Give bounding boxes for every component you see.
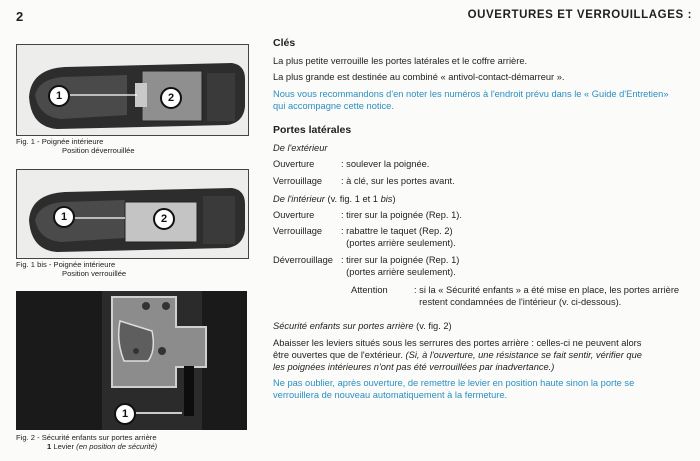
attention-line: restent condamnées de l'intérieur (v. ci-dessous). [419, 297, 622, 308]
paragraph [273, 349, 693, 361]
attention-line: : si la « Sécurité enfants » a été mise en place, les portes arrière [414, 285, 680, 296]
subsection-title: De l'intérieur [273, 193, 325, 204]
blue-note: qui accompagne cette notice. [273, 100, 394, 111]
figure-1bis-photo [16, 169, 249, 259]
caption-line: Position verrouillée [62, 269, 127, 278]
marker-1: 1 [48, 85, 70, 107]
subsection-interieur [273, 193, 693, 205]
row-label: Verrouillage [273, 226, 323, 237]
subsection-ref: (v. fig. 2) [416, 321, 452, 332]
paragraph: La plus petite verrouille les portes latérales et le coffre arrière. [273, 56, 528, 67]
paragraph: La plus grande est destinée au combiné « antivol-contact-démarreur ». [273, 72, 565, 83]
marker-2: 2 [160, 87, 182, 109]
caption-italic: (en position de sécurité) [76, 442, 158, 451]
row-label: Déverrouillage [273, 254, 333, 265]
row-value-line: : tirer sur la poignée (Rep. 1) [341, 254, 460, 265]
paragraph-italic: (Si, à l'ouverture, une résistance se fait sentir, vérifier que [405, 349, 642, 360]
instruction-row [273, 209, 693, 221]
figure-1-caption [16, 137, 135, 155]
instruction-row [273, 158, 693, 170]
caption-line: Fig. 2 - Sécurité enfants sur portes arrière [16, 433, 157, 442]
instruction-row [273, 254, 693, 278]
row-value: : tirer sur la poignée (Rep. 1). [341, 210, 462, 221]
figure-2-photo [16, 291, 247, 430]
subsection-securite [273, 320, 693, 332]
caption-number: 1 [47, 442, 52, 451]
row-value-line: : rabattre le taquet (Rep. 2) [341, 226, 453, 237]
caption-line: Fig. 1 bis - Poignée intérieure [16, 260, 116, 269]
instruction-row [273, 175, 693, 187]
row-value: : à clé, sur les portes avant. [341, 175, 455, 186]
subsection-ref-end: ) [392, 193, 396, 204]
row-label: Ouverture [273, 210, 315, 221]
subsection-ref-bis: bis [380, 193, 393, 204]
attention-label: Attention [351, 285, 388, 296]
caption-word: Levier [53, 442, 75, 451]
blue-note: Ne pas oublier, après ouverture, de remettre le levier en position haute sinon la porte se [273, 378, 635, 389]
row-value-line: (portes arrière seulement). [346, 238, 456, 249]
row-label: Verrouillage [273, 175, 323, 186]
paragraph: Abaisser les leviers situés sous les serrures des portes arrière : celles-ci ne peuvent alors [273, 337, 642, 348]
blue-note: verrouillera de nouveau automatiquement à la fermeture. [273, 390, 508, 401]
caption-line: Position déverrouillée [62, 146, 135, 155]
subsection-exterieur: De l'extérieur [273, 143, 328, 154]
row-value: : soulever la poignée. [341, 159, 430, 170]
caption-line: Fig. 1 - Poignée intérieure [16, 137, 104, 146]
row-value [341, 225, 693, 249]
section-title-portes: Portes latérales [273, 124, 352, 137]
paragraph-plain: être ouvertes que de l'extérieur. [273, 349, 403, 360]
row-label: Ouverture [273, 159, 315, 170]
attention-text [414, 284, 693, 308]
figure-1bis-caption [16, 260, 126, 278]
section-title-cles: Clés [273, 37, 296, 49]
figure-2-caption [16, 433, 157, 451]
caption-line [16, 442, 157, 451]
subsection-ref: (v. fig. 1 et 1 [327, 193, 378, 204]
marker-2: 2 [153, 208, 175, 230]
page-header: OUVERTURES ET VERROUILLAGES : [467, 9, 692, 21]
paragraph-italic: les poignées intérieures n'ont pas été verrouillées par inadvertance.) [273, 362, 555, 373]
figure-1-photo [16, 44, 249, 136]
text-column [273, 37, 693, 402]
attention-note [273, 284, 693, 308]
marker-1: 1 [53, 206, 75, 228]
subsection-title: Sécurité enfants sur portes arrière [273, 321, 414, 332]
row-value-line: (portes arrière seulement). [346, 266, 456, 277]
row-value [341, 254, 693, 278]
door-handle-illustration [17, 170, 248, 258]
marker-1: 1 [114, 403, 136, 425]
instruction-row [273, 225, 693, 249]
blue-note: Nous vous recommandons d'en noter les numéros à l'endroit prévu dans le « Guide d'Entretien» [273, 88, 669, 99]
page-number: 2 [16, 9, 24, 24]
